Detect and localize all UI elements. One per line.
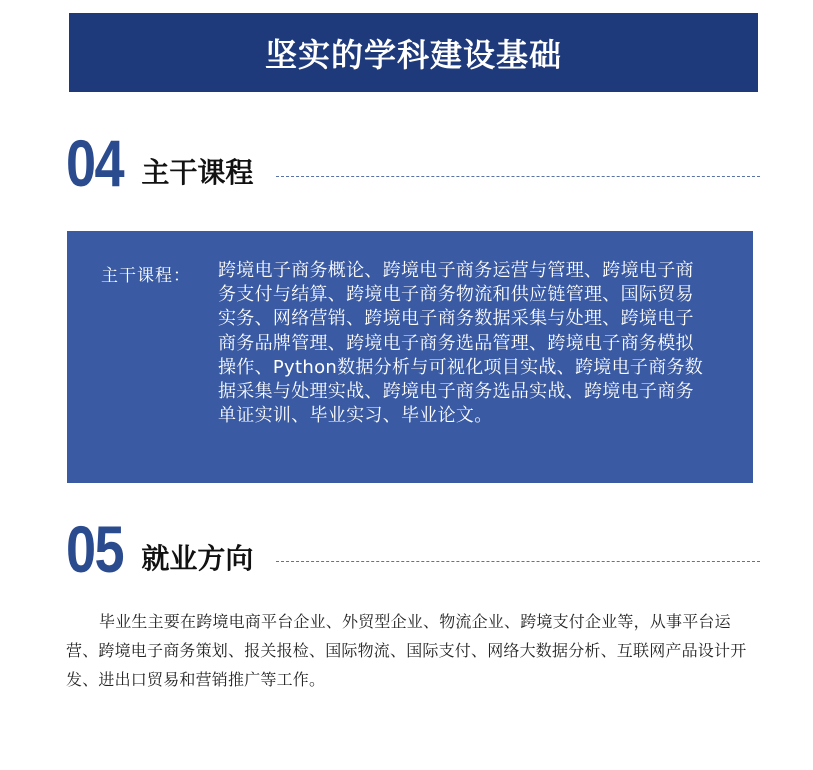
section-title: 就业方向 (141, 542, 254, 575)
section-number: 04 (66, 126, 123, 200)
employment-paragraph: 毕业生主要在跨境电商平台企业、外贸型企业、物流企业、跨境支付企业等，从事平台运营、跨境电子商务策划、报关报检、国际物流、国际支付、网络大数据分析、互联网产品设计开发、进出口贸易和营销推广等工作。 (66, 612, 747, 689)
banner-title: 坚实的学科建设基础 (264, 35, 562, 74)
title-banner (69, 13, 758, 92)
section-divider (276, 561, 760, 562)
section-employment-heading (66, 512, 254, 586)
section-courses-heading (66, 126, 254, 200)
courses-panel (67, 231, 753, 483)
courses-list-text: 跨境电子商务概论、跨境电子商务运营与管理、跨境电子商务支付与结算、跨境电子商务物流和供应链管理、国际贸易实务、网络营销、跨境电子商务数据采集与处理、跨境电子商务品牌管理、跨境电子商务选品管理、跨境电子商务模拟操作、Python数据分析与可视化项目实战、跨境电子商务数据采集与处理实战、跨境电子商务选品实战、跨境电子商务单证实训、毕业实习、毕业论文。 (218, 260, 704, 427)
section-number: 05 (66, 512, 123, 586)
courses-label: 主干课程： (101, 266, 191, 286)
section-title: 主干课程 (141, 156, 254, 189)
section-divider (276, 176, 760, 177)
